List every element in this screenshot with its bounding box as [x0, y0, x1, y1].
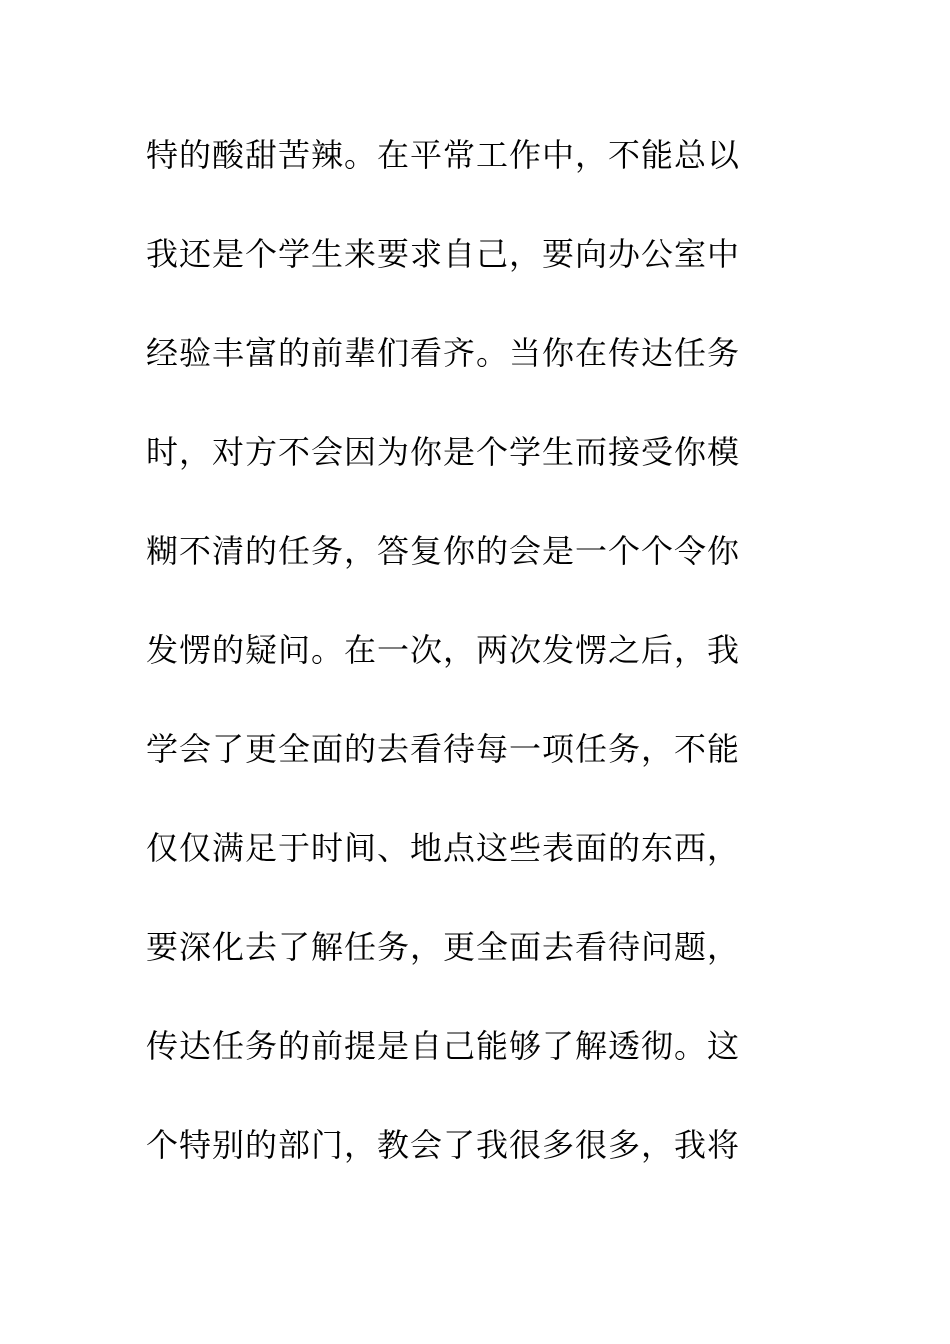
text-line: 仅仅满足于时间、地点这些表面的东西，	[146, 829, 741, 867]
text-line: 学会了更全面的去看待每一项任务，不能	[146, 730, 741, 768]
text-line: 发愣的疑问。在一次，两次发愣之后，我	[146, 631, 741, 669]
text-line: 时，对方不会因为你是个学生而接受你模	[146, 433, 741, 471]
text-line: 传达任务的前提是自己能够了解透彻。这	[146, 1027, 741, 1065]
text-line: 我还是个学生来要求自己，要向办公室中	[146, 235, 741, 273]
text-line: 个特别的部门，教会了我很多很多，我将	[146, 1126, 741, 1164]
text-line: 特的酸甜苦辣。在平常工作中，不能总以	[146, 136, 741, 174]
text-line: 经验丰富的前辈们看齐。当你在传达任务	[146, 334, 741, 372]
text-line: 要深化去了解任务，更全面去看待问题，	[146, 928, 741, 966]
body-text	[146, 120, 786, 1209]
text-line: 糊不清的任务，答复你的会是一个个令你	[146, 532, 741, 570]
